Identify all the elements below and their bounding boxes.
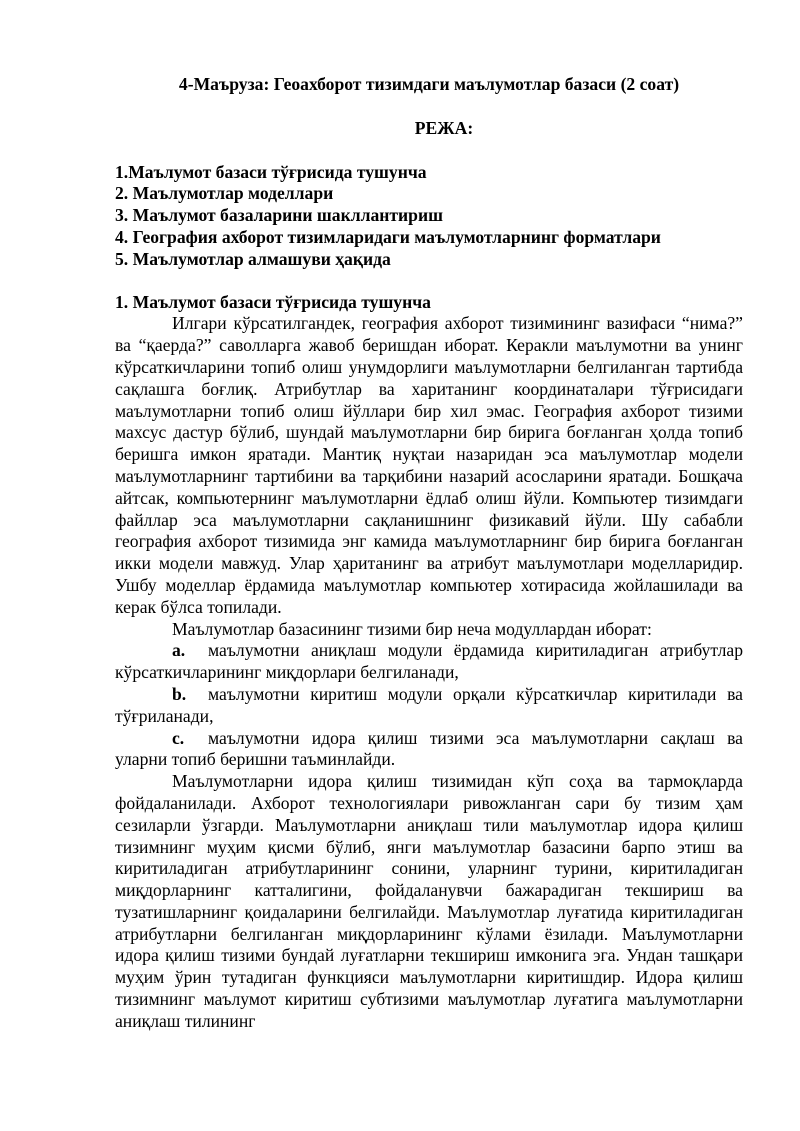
plan-item-3: 3. Маълумот базаларини шакллантириш — [115, 205, 443, 226]
list-marker: b. — [172, 683, 187, 704]
list-item-c — [115, 728, 743, 772]
plan-heading: РЕЖА: — [414, 117, 474, 138]
paragraph-modules: Маълумотлар базасининг тизими бир неча модуллардан иборат: — [172, 618, 652, 639]
paragraph-dbms: Маълумотларни идора қилиш тизимидан кўп соҳа ва тармоқларда фойдаланилади. Ахборот технологиялари ривожланган сари бу тизим ҳам сезиларли ўзгарди. Маълумотларни аниқлаш тили маълумотлар идора қилиш тизимнинг муҳим қисми бўлиб, янги маълумотлар базасини барпо этиш ва киритиладиган атрибутларининг сонини, уларнинг турини, киритиладиган миқдорларнинг катталигини, фойдаланувчи бажарадиган текшириш ва тузатишларнинг қоидаларини белгилайди. Маълумотлар луғатида киритиладиган атрибутларни белгиланган миқдорларининг кўлами ёзилади. Маълумотларни идора қилиш тизими бундай луғатларни текшириш имконига эга. Ундан ташқари муҳим ўрин тутадиган функцияси маълумотларни киритишдир. Идора қилиш тизимнинг маълумот киритиш субтизими маълумотлар луғатига маълумотларни аниқлаш тилининг — [115, 771, 743, 1031]
plan-list — [115, 162, 743, 271]
list-marker: c. — [172, 727, 185, 748]
paragraph-intro: Илгари кўрсатилгандек, география ахборот тизимининг вазифаси “нима?” ва “қаерда?” саволларга жавоб беришдан иборат. Керакли маълумотни ва унинг кўрсаткичларини топиб олиш унумдорлиги маълумотларни белгиланган тартибда сақлашга боғлиқ. Атрибутлар ва хаританинг координаталари тўғрисидаги маълумотларни топиб олиш йўллари бир хил эмас. География ахборот тизими махсус дастур бўлиб, шундай маълумотларни бир бирига боғланган ҳолда топиб беришга имкон яратади. Мантиқ нуқтаи назаридан эса маълумотлар модели маълумотларнинг тартибини ва тарқибини назарий асосларини яратади. Бошқача айтсак, компьютернинг маълумотларни ёдлаб олиш йўли. Компьютер тизимдаги файллар эса маълумотларни сақланишнинг физикавий йўли. Шу сабабли география ахборот тизимида энг камида маълумотларнинг бир бирига боғланган икки модели мавжуд. Улар ҳаританинг ва атрибут маълумотлари моделларидир. Ушбу моделлар ёрдамида маълумотлар компьютер хотирасида жойлашилади ва керак бўлса топилади. — [115, 313, 743, 617]
plan-item-1: 1.Маълумот базаси тўғрисида тушунча — [115, 161, 427, 182]
list-item-text: маълумотни киритиш модули орқали кўрсаткичлар киритилади ва тўғриланади, — [115, 683, 743, 726]
list-item-text: маълумотни аниқлаш модули ёрдамида киритиладиган атрибутлар кўрсаткичларининг миқдорлари белгиланади, — [115, 640, 743, 683]
list-item-text: маълумотни идора қилиш тизими эса маълумотларни сақлаш ва уларни топиб беришни таъминлайди. — [115, 727, 743, 770]
plan-item-4: 4. География ахборот тизимларидаги маълумотларнинг форматлари — [115, 226, 661, 247]
plan-item-5: 5. Маълумотлар алмашуви ҳақида — [115, 248, 391, 269]
list-item-a — [115, 640, 743, 684]
plan-item-2: 2. Маълумотлар моделлари — [115, 183, 334, 204]
list-marker: a. — [172, 640, 186, 661]
list-item-b — [115, 684, 743, 728]
document-page — [115, 74, 743, 1033]
page-title: 4-Маъруза: Геоахборот тизимдаги маълумотлар базаси (2 соат) — [178, 74, 680, 94]
section-heading: 1. Маълумот базаси тўғрисида тушунча — [115, 291, 431, 312]
